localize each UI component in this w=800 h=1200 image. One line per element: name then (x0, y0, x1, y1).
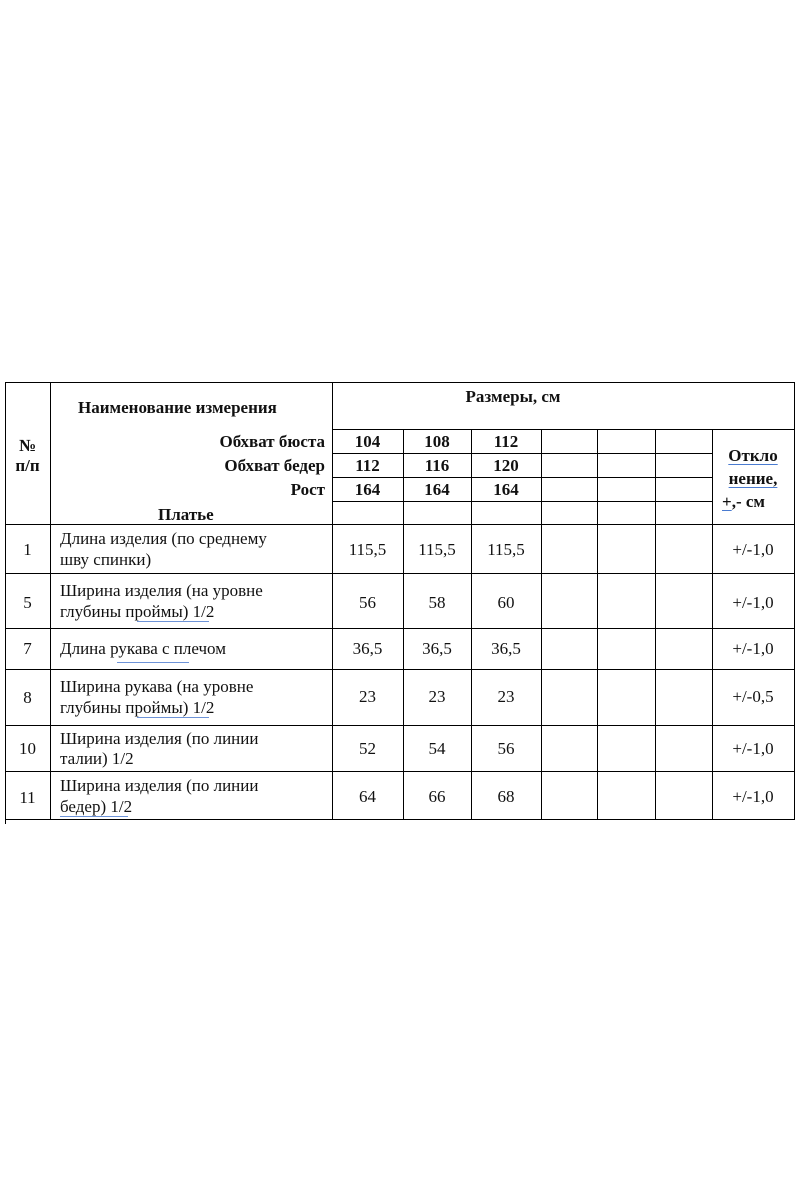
sizes-title: Размеры, см (465, 387, 561, 406)
row-tolerance: +/-1,0 (732, 593, 774, 612)
row-name-line2-text: глубины проймы) 1/2 (60, 602, 215, 621)
row-number: 7 (23, 639, 32, 658)
num-header-line1: № (18, 436, 37, 455)
hip-value: 116 (424, 456, 450, 475)
row-number: 11 (19, 788, 36, 807)
row-name-line1: Ширина изделия (по линии (60, 776, 259, 795)
table-bottom-border (5, 819, 795, 820)
size-col-divider-5 (655, 429, 656, 820)
deviation-header-line1: Откло (728, 446, 778, 465)
row-tolerance: +/-1,0 (732, 787, 774, 806)
num-header-line2: п/п (15, 456, 40, 475)
spell-underline (137, 717, 209, 718)
height-value: 164 (354, 480, 381, 499)
hip-value: 112 (355, 456, 380, 475)
row-name-line2 (60, 602, 214, 622)
deviation-header-line3 (722, 492, 765, 512)
row-name-line1: Ширина изделия (на уровне (60, 581, 263, 600)
deviation-header-line2: нение, (728, 469, 778, 488)
row-value: 64 (359, 787, 376, 806)
row-value: 36,5 (422, 639, 452, 658)
row-name-line1: Ширина изделия (по линии (60, 729, 259, 748)
row-value: 115,5 (418, 540, 456, 559)
row-divider-3 (5, 669, 795, 670)
table-top-border (5, 382, 795, 383)
row-name-line1: Длина изделия (по среднему (60, 529, 267, 548)
row-value: 52 (359, 739, 376, 758)
row-value: 36,5 (491, 639, 521, 658)
size-col-divider-4 (597, 429, 598, 820)
row-name-line2: талии) 1/2 (60, 749, 134, 768)
row-value: 56 (359, 593, 376, 612)
height-label: Рост (290, 480, 325, 499)
height-value: 164 (424, 480, 450, 499)
row-divider-4 (5, 725, 795, 726)
height-value: 164 (493, 480, 519, 499)
header-bottom-border (5, 524, 795, 525)
row-value: 66 (428, 787, 446, 806)
row-name-line2: шву спинки) (60, 550, 152, 569)
row-number: 8 (23, 688, 32, 707)
row-value: 54 (428, 739, 446, 758)
row-number: 1 (23, 540, 32, 559)
row-tolerance: +/-0,5 (732, 687, 774, 706)
spell-underline (117, 662, 189, 663)
table-right-border (794, 382, 795, 820)
size-col-divider-3 (541, 429, 542, 820)
measure-title: Наименование измерения (78, 398, 277, 417)
bust-value: 112 (493, 432, 519, 451)
row-value: 23 (497, 687, 515, 706)
row-value: 115,5 (487, 540, 525, 559)
row-name-line1: Длина рукава с плечом (60, 639, 226, 658)
bust-value: 104 (354, 432, 381, 451)
row-value: 23 (428, 687, 446, 706)
garment-label: Платье (158, 505, 214, 524)
hip-value: 120 (493, 456, 519, 475)
sizes-header-divider (332, 429, 795, 430)
row-number: 10 (19, 739, 36, 758)
row-divider-2 (5, 628, 795, 629)
row-divider-5 (5, 771, 795, 772)
row-value: 56 (497, 739, 515, 758)
row-number: 5 (23, 593, 32, 612)
row-tolerance: +/-1,0 (732, 639, 774, 658)
row-value: 23 (359, 687, 376, 706)
bust-value: 108 (424, 432, 450, 451)
row-value: 36,5 (352, 639, 383, 658)
row-divider-1 (5, 573, 795, 574)
row-value: 58 (428, 593, 446, 612)
row-tolerance: +/-1,0 (732, 739, 774, 758)
spell-underline (137, 621, 209, 622)
row-name-line2: бедер) 1/2 (60, 797, 133, 816)
spell-underline (60, 816, 128, 817)
row-value: 115,5 (348, 540, 387, 559)
row-value: 68 (497, 787, 515, 806)
table-left-tick (5, 818, 6, 824)
bust-label: Обхват бюста (219, 432, 325, 451)
row-name-line1: Ширина рукава (на уровне (60, 677, 254, 696)
num-col-divider (50, 382, 51, 820)
deviation-rest: ,- см (731, 492, 765, 511)
row-tolerance: +/-1,0 (732, 540, 774, 559)
row-value: 60 (497, 593, 515, 612)
hip-label: Обхват бедер (224, 456, 325, 475)
deviation-plus: + (722, 492, 732, 511)
row-name-line2: глубины проймы) 1/2 (60, 698, 215, 717)
